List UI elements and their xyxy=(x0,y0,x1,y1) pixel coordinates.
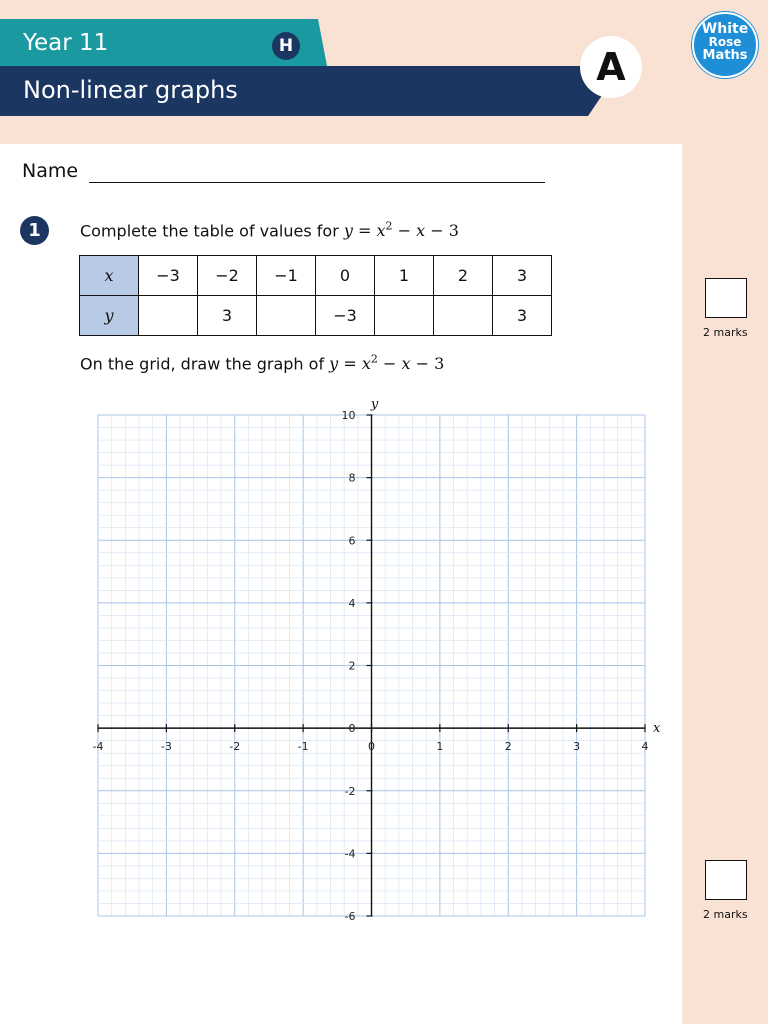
eq-x-term: x xyxy=(416,221,426,241)
x-axis-label: x xyxy=(653,721,661,737)
eq-x-term: x xyxy=(401,354,411,374)
x-tick-label: 2 xyxy=(504,740,512,754)
y-value-cell: −3 xyxy=(316,296,375,336)
y-axis-label: y xyxy=(370,397,379,412)
x-tick-label: -3 xyxy=(160,740,172,754)
tick-labels xyxy=(93,397,661,923)
eq-exponent: 2 xyxy=(385,220,393,233)
eq-x: x xyxy=(376,221,386,241)
x-value-cell: 3 xyxy=(493,256,552,296)
marks-label: 2 marks xyxy=(703,326,748,339)
y-tick-label: 2 xyxy=(348,659,356,673)
eq-minus: − xyxy=(430,221,444,241)
name-label: Name xyxy=(22,160,79,182)
x-value-cell: 0 xyxy=(316,256,375,296)
x-tick-label: 4 xyxy=(641,740,649,754)
logo-line-3: Maths xyxy=(702,48,748,63)
y-tick-label: -4 xyxy=(344,847,356,861)
eq-lhs: y xyxy=(343,221,353,241)
y-tick-label: 6 xyxy=(348,534,356,548)
eq-minus: − xyxy=(415,354,429,374)
x-tick-label: 1 xyxy=(436,740,444,754)
x-header-cell: x xyxy=(80,256,139,296)
logo-line-2: Rose xyxy=(708,35,742,49)
eq-lhs: y xyxy=(329,354,339,374)
x-value-cell: −3 xyxy=(139,256,198,296)
eq-minus: − xyxy=(397,221,412,241)
logo-line-1: White xyxy=(701,21,749,37)
y-tick-label: -6 xyxy=(344,910,356,923)
topic-title: Non-linear graphs xyxy=(23,76,238,104)
eq-equals: = xyxy=(358,221,372,241)
y-header-cell: y xyxy=(80,296,139,336)
eq-constant: 3 xyxy=(434,354,445,374)
eq-minus: − xyxy=(382,354,397,374)
x-tick-label: 3 xyxy=(573,740,581,754)
y-tick-label: 4 xyxy=(348,596,356,610)
x-value-cell: −1 xyxy=(257,256,316,296)
y-tick-label: 0 xyxy=(348,722,356,736)
eq-equals: = xyxy=(343,354,357,374)
version-badge: A xyxy=(580,36,642,98)
x-value-cell: 2 xyxy=(434,256,493,296)
x-tick-label: -1 xyxy=(297,740,309,754)
y-value-cell: 3 xyxy=(198,296,257,336)
y-value-cell: 3 xyxy=(493,296,552,336)
eq-constant: 3 xyxy=(448,221,459,241)
y-tick-label: 10 xyxy=(341,409,356,422)
marks-label: 2 marks xyxy=(703,908,748,921)
instruction-text: On the grid, draw the graph of xyxy=(80,354,325,374)
eq-x: x xyxy=(361,354,371,374)
question-number-badge: 1 xyxy=(20,216,49,245)
question-prompt: Complete the table of values for xyxy=(80,221,339,241)
x-tick-label: -4 xyxy=(92,740,104,754)
eq-exponent: 2 xyxy=(370,353,378,366)
y-tick-label: -2 xyxy=(344,784,356,798)
x-value-cell: −2 xyxy=(198,256,257,296)
x-tick-label: -2 xyxy=(229,740,241,754)
y-tick-label: 8 xyxy=(348,471,356,485)
x-value-cell: 1 xyxy=(375,256,434,296)
higher-tier-badge: H xyxy=(272,32,300,60)
x-tick-label: 0 xyxy=(368,740,375,754)
year-label: Year 11 xyxy=(23,30,109,56)
